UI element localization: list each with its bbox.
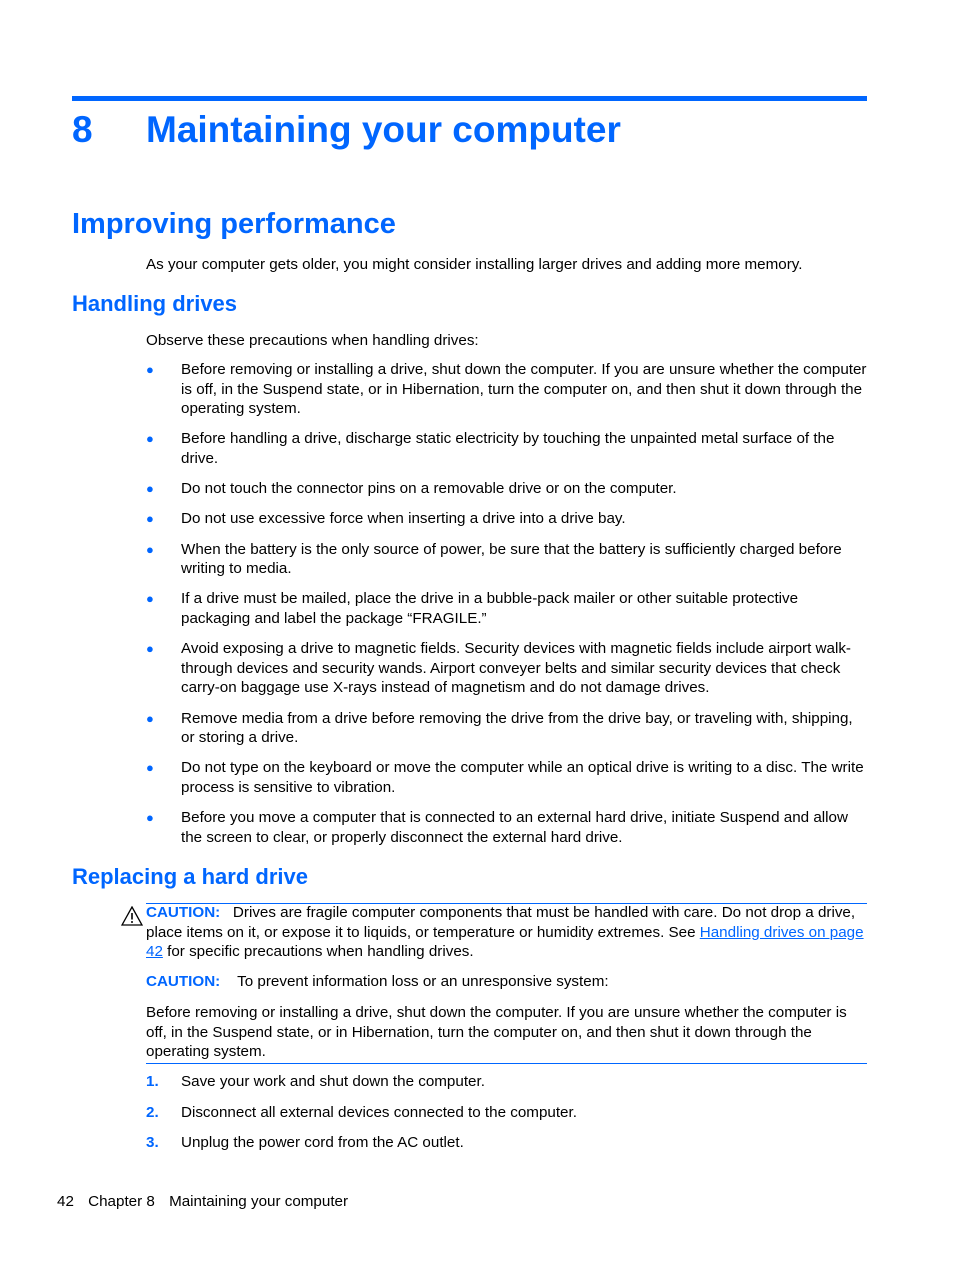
caution-drive-fragile — [146, 903, 866, 962]
caution-text: Drives are fragile computer components that must be handled with care. Do not drop a drive, place items on it, or expose it to liquids, or temperature or humidity extremes. See — [146, 904, 856, 941]
caution-body: Before removing or installing a drive, shut down the computer. If you are unsure whether the computer is off, in the Suspend state, or in Hibernation, turn the computer on, and then shut it down through the operating system. — [146, 1004, 847, 1060]
list-item-text: Do not touch the connector pins on a removable drive or on the computer. — [181, 480, 677, 498]
list-item — [146, 540, 868, 579]
chapter-title — [72, 106, 621, 154]
bullet-icon: ● — [146, 760, 154, 776]
chapter-title-text: Maintaining your computer — [146, 109, 621, 150]
list-item — [146, 758, 868, 797]
list-item-text: Avoid exposing a drive to magnetic fields. Security devices with magnetic fields include airport walk-through devices and security wands. Airport conveyer belts and similar security devices that check carry-on baggage use X-rays instead of magnetism and do not damage drives. — [181, 640, 851, 697]
list-item-text: Before removing or installing a drive, shut down the computer. If you are unsure whether the computer is off, in the Suspend state, or in Hibernation, turn the computer on, and then shut it down through the operating system. — [181, 361, 867, 417]
replacing-drive-title: Replacing a hard drive — [72, 864, 308, 889]
step-number: 3. — [146, 1134, 159, 1151]
list-item-text: Remove media from a drive before removing the drive from the drive bay, or traveling with, shipping, or storing a drive. — [181, 709, 853, 747]
list-item-text: When the battery is the only source of power, be sure that the battery is sufficiently charged before writing to media. — [181, 540, 842, 578]
bullet-icon: ● — [146, 431, 154, 447]
caution-label: CAUTION: — [146, 973, 221, 990]
page-number: 42 — [57, 1193, 74, 1210]
handling-drives-link[interactable]: Handling drives on page 42 — [146, 923, 864, 960]
list-item — [146, 639, 868, 698]
step-number: 1. — [146, 1073, 159, 1090]
list-item — [146, 1072, 866, 1092]
list-item — [146, 1133, 866, 1153]
list-item — [146, 808, 868, 847]
caution-text: To prevent information loss or an unresponsive system: — [237, 973, 609, 990]
caution-text-after: for specific precautions when handling drives. — [162, 943, 474, 960]
bullet-icon: ● — [146, 541, 154, 557]
chapter-rule — [72, 96, 867, 101]
step-number: 2. — [146, 1103, 159, 1121]
bullet-icon: ● — [146, 362, 154, 377]
list-item — [146, 429, 868, 468]
step-text: Disconnect all external devices connected to the computer. — [181, 1103, 577, 1121]
bullet-icon: ● — [146, 591, 154, 607]
chapter-number: 8 — [72, 109, 93, 150]
page-footer — [57, 1192, 358, 1212]
list-item — [146, 709, 868, 748]
section-title: Improving performance — [72, 208, 396, 240]
step-text: Save your work and shut down the computer. — [181, 1073, 485, 1090]
list-item — [146, 1103, 866, 1123]
caution-label: CAUTION: — [146, 904, 221, 921]
bullet-icon: ● — [146, 641, 154, 657]
bullet-icon: ● — [146, 810, 154, 826]
bullet-icon: ● — [146, 710, 154, 726]
list-item-text: Do not use excessive force when inserting a drive into a drive bay. — [181, 510, 626, 528]
caution-info-loss — [146, 972, 866, 992]
list-item — [146, 509, 868, 529]
handling-drives-title: Handling drives — [72, 291, 238, 316]
precautions-list — [146, 360, 868, 858]
list-item-text: If a drive must be mailed, place the drive in a bubble-pack mailer or other suitable protective packaging and label the package “FRAGILE.” — [181, 590, 799, 627]
step-text: Unplug the power cord from the AC outlet. — [181, 1134, 464, 1151]
list-item-text: Before handling a drive, discharge static electricity by touching the unpainted metal surface of the drive. — [181, 430, 835, 467]
bullet-icon: ● — [146, 481, 154, 497]
list-item — [146, 589, 868, 628]
warning-triangle-icon — [121, 906, 143, 926]
section-intro: As your computer gets older, you might consider installing larger drives and adding more memory. — [146, 256, 803, 273]
list-item-text: Do not type on the keyboard or move the computer while an optical drive is writing to a disc. The write process is sensitive to vibration. — [181, 759, 864, 796]
list-item — [146, 479, 868, 499]
footer-chapter-label: Chapter 8 — [88, 1193, 155, 1210]
bullet-icon: ● — [146, 511, 154, 527]
list-item — [146, 360, 868, 419]
footer-chapter-title: Maintaining your computer — [169, 1193, 349, 1210]
list-item-text: Before you move a computer that is connected to an external hard drive, initiate Suspend and allow the screen to clear, or properly disconnect the external hard drive. — [181, 809, 848, 846]
handling-intro: Observe these precautions when handling drives: — [146, 332, 479, 349]
steps-list — [146, 1072, 866, 1164]
